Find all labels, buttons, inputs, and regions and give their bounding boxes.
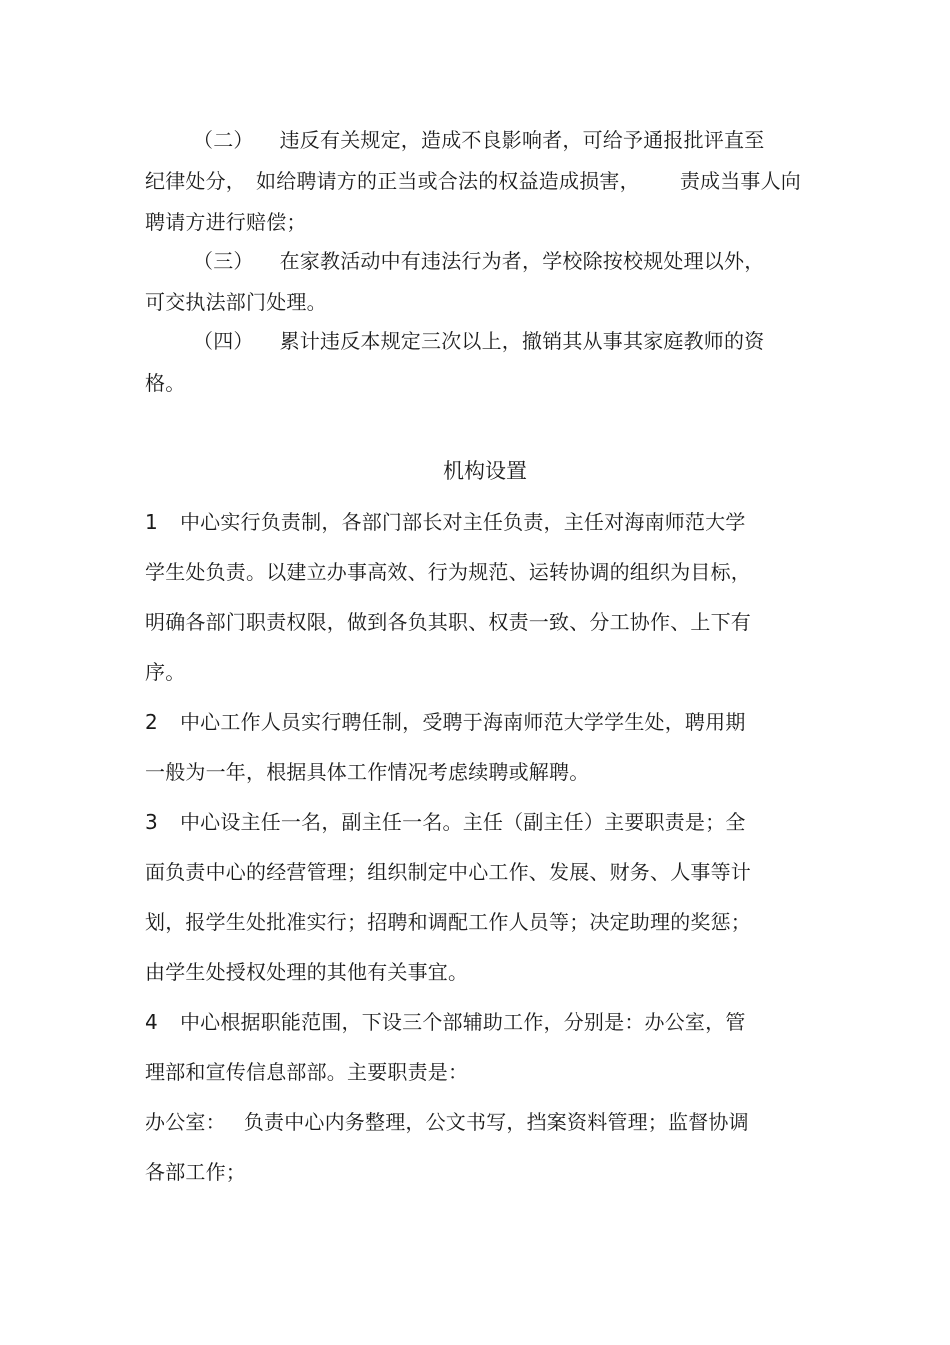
para-2-number: 2 [145, 710, 158, 734]
item-3-text-1: 在家教活动中有违法行为者，学校除按校规处理以外， [279, 249, 765, 273]
item-2-line-2 [145, 168, 801, 194]
office-line-1 [145, 1109, 749, 1135]
section-title: 机构设置 [443, 459, 527, 483]
item-2-text-1: 违反有关规定，造成不良影响者，可给予通报批评直至 [279, 128, 765, 152]
para-3-number: 3 [145, 810, 158, 834]
para-2-line-1 [145, 709, 746, 735]
item-3-line-1 [193, 248, 764, 274]
office-text-1: 负责中心内务整理，公文书写，挡案资料管理；监督协调 [243, 1110, 749, 1134]
item-2-line-3: 聘请方进行赔偿； [145, 210, 307, 234]
item-3-line-2: 可交执法部门处理。 [145, 290, 327, 314]
item-3-label: （三） [193, 249, 254, 273]
para-1-text-1: 中心实行负责制，各部门部长对主任负责，主任对海南师范大学 [179, 510, 746, 534]
para-2-text-1: 中心工作人员实行聘任制，受聘于海南师范大学学生处，聘用期 [179, 710, 746, 734]
item-4-label: （四） [193, 329, 254, 353]
para-1-number: 1 [145, 510, 158, 534]
item-2-label: （二） [193, 128, 254, 152]
para-3-text-1: 中心设主任一名，副主任一名。主任（副主任）主要职责是；全 [179, 810, 746, 834]
para-4-number: 4 [145, 1010, 158, 1034]
office-line-2: 各部工作； [145, 1160, 246, 1184]
para-4-line-1 [145, 1009, 746, 1035]
para-3-line-3: 划，报学生处批准实行；招聘和调配工作人员等；决定助理的奖惩； [145, 910, 751, 934]
item-4-line-2: 格。 [145, 371, 186, 395]
para-3-line-1 [145, 809, 746, 835]
para-3-line-2: 面负责中心的经营管理；组织制定中心工作、发展、财务、人事等计 [145, 860, 751, 884]
para-3-line-4: 由学生处授权处理的其他有关事宜。 [145, 960, 469, 984]
item-2-text-2a: 纪律处分， [145, 169, 246, 193]
para-1-line-3: 明确各部门职责权限，做到各负其职、权责一致、分工协作、上下有 [145, 610, 751, 634]
para-4-text-1: 中心根据职能范围，下设三个部辅助工作，分别是：办公室，管 [179, 1010, 746, 1034]
office-label: 办公室： [145, 1110, 226, 1134]
item-2-text-2c: 责成当事人向 [679, 169, 802, 193]
item-4-text-1: 累计违反本规定三次以上，撤销其从事其家庭教师的资 [279, 329, 765, 353]
para-1-line-1 [145, 509, 746, 535]
item-4-line-1 [193, 328, 764, 354]
para-1-line-2: 学生处负责。以建立办事高效、行为规范、运转协调的组织为目标， [145, 560, 751, 584]
item-2-text-2b: 如给聘请方的正当或合法的权益造成损害， [256, 169, 640, 193]
para-1-line-4: 序。 [145, 660, 186, 684]
item-2-line-1 [193, 127, 764, 153]
para-4-line-2: 理部和宣传信息部部。主要职责是： [145, 1060, 469, 1084]
para-2-line-2: 一般为一年，根据具体工作情况考虑续聘或解聘。 [145, 760, 590, 784]
